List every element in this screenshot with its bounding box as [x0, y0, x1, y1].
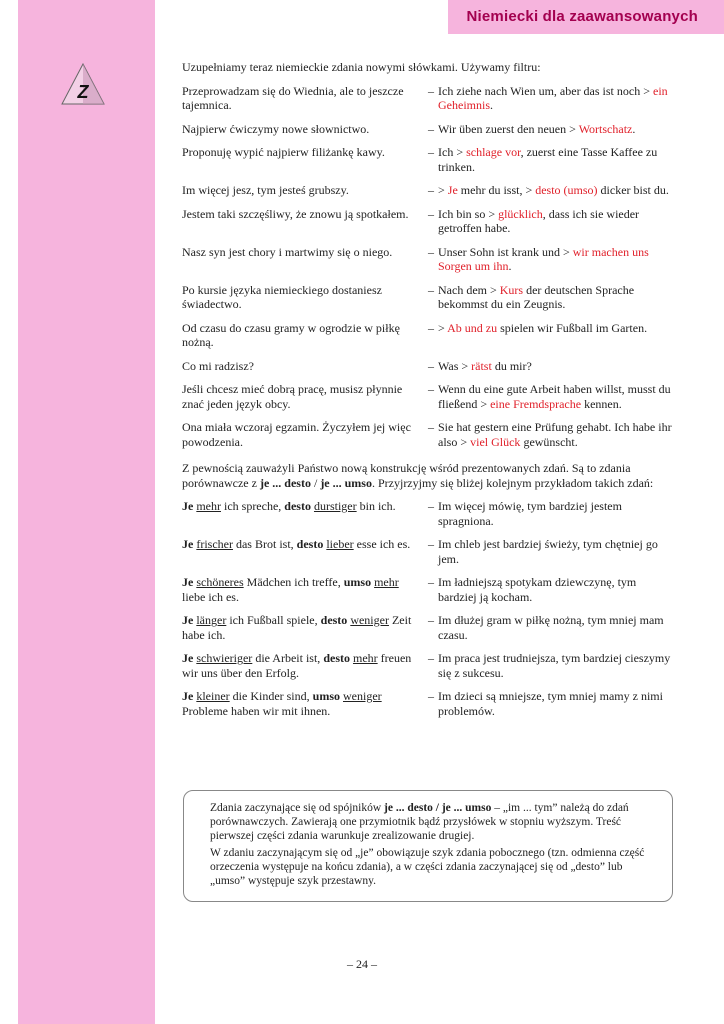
left-sentence: Jestem taki szczęśliwy, że znowu ją spotkałem.: [182, 206, 409, 221]
dash-marker: –: [428, 282, 434, 297]
right-sentence: – Im dzieci są mniejsze, tym mniej mamy z nimi problemów.: [428, 689, 663, 718]
dash-marker: –: [428, 320, 434, 335]
right-sentence: [428, 183, 674, 198]
text-run: die Kinder sind,: [229, 689, 313, 703]
left-sentence: Od czasu do czasu gramy w ogrodzie w piłkę nożną.: [182, 320, 400, 349]
underlined-word: weniger: [343, 689, 382, 703]
text-run: Unser Sohn ist krank und >: [438, 244, 573, 259]
sentence-pair: [182, 183, 674, 198]
text-run: Mädchen ich treffe,: [243, 575, 344, 589]
text-run: esse ich es.: [353, 537, 411, 551]
z-letter: Z: [77, 82, 89, 102]
text-run: – „im ... tym” należą do zdań porównawczych. Zawierają one przymiotnik bądź przysłówek w stopniu wyższym. Treść pierwszej części zdania warunkuje zrealizowanie drugiej.: [210, 802, 629, 842]
sentence-pair: [182, 382, 674, 411]
text-run: Nach dem >: [438, 282, 500, 297]
right-sentence: – Im więcej mówię, tym bardziej jestem spragniona.: [428, 499, 622, 528]
highlighted-word: rätst: [471, 358, 492, 373]
sentence-pair: [182, 537, 674, 566]
text-run: gewünscht.: [520, 434, 578, 449]
dash-marker: –: [428, 689, 434, 703]
right-sentence: – Im chleb jest bardziej świeży, tym chętniej go jem.: [428, 537, 658, 566]
dash-marker: –: [428, 358, 434, 373]
sentence-pair: [182, 122, 674, 137]
left-sentence: Najpierw ćwiczymy nowe słownictwo.: [182, 121, 370, 136]
page-number: – 24 –: [347, 957, 377, 971]
underlined-word: schwieriger: [196, 651, 253, 665]
left-sentence: Przeprowadzam się do Wiednia, ale to jeszcze tajemnica.: [182, 83, 404, 112]
underlined-word: mehr: [196, 499, 221, 513]
highlighted-word: Ab und zu: [447, 320, 498, 335]
left-sentence: [182, 651, 428, 680]
bold-word: je ... desto / je ... umso: [384, 802, 492, 814]
sentence-pair: [182, 84, 674, 113]
highlighted-word: eine Fremdsprache: [490, 396, 582, 411]
left-sentence: Jeśli chcesz mieć dobrą pracę, musisz płynnie znać jeden język obcy.: [182, 382, 403, 411]
text-run: freuen wir uns über den Erfolg.: [182, 651, 412, 680]
right-sentence: [428, 145, 674, 174]
text-run: Was >: [438, 358, 472, 373]
right-sentence: [428, 245, 674, 274]
dash-marker: –: [428, 382, 434, 396]
text-run: Probleme haben wir mit ihnen.: [182, 703, 331, 718]
text-run: kennen.: [581, 396, 622, 411]
dash-marker: –: [428, 420, 434, 434]
dash-marker: –: [428, 183, 434, 197]
bold-word: umso: [343, 575, 372, 589]
dash-marker: –: [428, 575, 434, 589]
underlined-word: kleiner: [196, 689, 230, 703]
text-run: Ich bin so >: [438, 206, 499, 221]
dash-marker: –: [428, 121, 434, 136]
underlined-word: weniger: [350, 613, 389, 627]
text-run: Ich ziehe nach Wien um, aber das ist noch: [438, 83, 644, 98]
left-sentence: [182, 537, 428, 566]
dash-marker: –: [428, 244, 434, 259]
info-paragraph-2: [210, 846, 658, 888]
bold-word: desto: [284, 499, 311, 513]
text-run: .: [632, 121, 636, 136]
sentence-pair: [182, 207, 674, 236]
left-sentence: Nasz syn jest chory i martwimy się o niego.: [182, 244, 393, 259]
highlighted-word: Kurs: [499, 282, 524, 297]
text-run: >: [438, 183, 448, 197]
info-box-text: [210, 801, 658, 888]
info-paragraph-1: [210, 801, 658, 843]
left-sentence: [182, 499, 428, 528]
dash-marker: –: [428, 537, 434, 551]
text-run: spielen wir Fußball im Garten.: [497, 320, 648, 335]
sentence-pair: [182, 613, 674, 642]
left-sentence: [182, 575, 428, 604]
highlighted-word: Je: [447, 183, 458, 197]
underlined-word: länger: [196, 613, 227, 627]
underlined-word: mehr: [352, 651, 378, 665]
right-sentence: [428, 321, 674, 350]
sentence-pair: [182, 283, 674, 312]
text-run: Zeit habe ich.: [182, 613, 412, 642]
left-sentence: [182, 689, 428, 718]
text-run: ich Fußball spiele,: [226, 613, 321, 627]
intro-text: Uzupełniamy teraz niemieckie zdania nowymi słówkami. Używamy filtru:: [182, 60, 541, 74]
text-run: Ich >: [438, 145, 467, 159]
header-band: [448, 0, 724, 34]
bold-word: Je: [182, 575, 194, 589]
highlighted-word: glücklich: [498, 206, 543, 221]
text-run: , zuerst eine Tasse Kaffee zu trinken.: [438, 145, 658, 174]
sentence-pair: [182, 359, 674, 374]
text-run: Zdania zaczynające się od spójników: [210, 802, 385, 814]
left-sentence: [182, 613, 428, 642]
underlined-word: durstiger: [313, 499, 357, 513]
text-run: .: [490, 98, 493, 112]
right-sentence: [428, 207, 674, 236]
bold-word: Je: [182, 689, 194, 703]
sentence-pair: [182, 575, 674, 604]
left-sentence: Proponuję wypić najpierw filiżankę kawy.: [182, 145, 385, 159]
highlighted-word: Wortschatz: [578, 121, 633, 136]
header-title: Niemiecki dla zaawansowanych: [466, 8, 698, 25]
text-run: Wir üben zuerst den neuen >: [438, 121, 579, 136]
dash-marker: –: [428, 651, 434, 665]
left-margin-band: [18, 0, 155, 1024]
bold-word: Je: [182, 651, 194, 665]
bold-word: Je: [182, 499, 194, 513]
main-content: [182, 60, 674, 727]
dash-marker: –: [428, 206, 434, 221]
right-sentence: – Im dłużej gram w piłkę nożną, tym mniej mam czasu.: [428, 613, 664, 642]
right-sentence: [428, 359, 674, 374]
left-sentence: Po kursie języka niemieckiego dostaniesz świadectwo.: [182, 282, 382, 311]
text-run: liebe ich es.: [182, 589, 239, 604]
text-run: >: [438, 320, 448, 335]
highlighted-word: viel Glück: [470, 434, 521, 449]
dash-marker: –: [428, 83, 434, 98]
text-run: .: [508, 259, 512, 273]
text-run: mehr du isst, >: [457, 183, 536, 197]
highlighted-word: schlage vor: [466, 145, 521, 159]
right-sentence: – Im ładniejszą spotykam dziewczynę, tym bardziej ją kocham.: [428, 575, 637, 604]
text-run: du mir?: [491, 358, 532, 373]
left-sentence: Im więcej jesz, tym jesteś grubszy.: [182, 183, 349, 197]
construction-paragraph: [182, 461, 674, 490]
text-run: Wenn du eine gute Arbeit haben willst, musst du fließend >: [438, 382, 671, 411]
text-run: /: [310, 475, 321, 490]
right-sentence: [428, 84, 674, 113]
translation-pairs: [182, 84, 674, 450]
sentence-pair: [182, 420, 674, 449]
sentence-pair: [182, 245, 674, 274]
text-run: Sie hat gestern eine Prüfung gehabt. Ich habe ihr also >: [438, 420, 672, 449]
text-run: der deutschen Sprache bekommst du ein Zeugnis.: [438, 282, 635, 311]
text-run: dicker bist du.: [597, 183, 669, 197]
sentence-pair: [182, 651, 674, 680]
dash-marker: –: [428, 499, 434, 513]
text-run: >: [643, 83, 653, 98]
text-run: ich spreche,: [220, 499, 285, 513]
left-sentence: Ona miała wczoraj egzamin. Życzyłem jej więc powodzenia.: [182, 420, 411, 449]
underlined-word: schöneres: [196, 575, 244, 589]
bold-word: je ... umso: [320, 475, 372, 490]
text-run: das Brot ist,: [232, 537, 297, 551]
highlighted-word: wir machen uns Sorgen um ihn: [438, 244, 649, 273]
text-run: . Przyjrzyjmy się bliżej kolejnym przykładom takich zdań:: [371, 475, 654, 490]
example-pairs: [182, 499, 674, 718]
bold-word: je ... desto: [259, 475, 311, 490]
right-sentence: [428, 420, 674, 449]
text-run: W zdaniu zaczynającym się od „je” obowiązuje szyk zdania pobocznego (tzn. odmienna część orzeczenia występuje na końcu zdania), a w części zdania zaczynającej się od „desto” lub „umso” występuje szyk przestawny.: [210, 847, 645, 887]
text-run: Z pewnością zauważyli Państwo nową konstrukcję wśród prezentowanych zdań. Są to zdania porównawcze z: [182, 461, 631, 490]
sentence-pair: [182, 321, 674, 350]
text-run: , dass ich sie wieder getroffen habe.: [438, 206, 640, 235]
right-sentence: – Im praca jest trudniejsza, tym bardziej cieszymy się z sukcesu.: [428, 651, 671, 680]
left-sentence: Co mi radzisz?: [182, 358, 254, 373]
highlighted-word: desto (umso): [535, 183, 598, 197]
right-sentence: [428, 122, 674, 137]
z-triangle-icon: [60, 62, 106, 106]
underlined-word: lieber: [326, 537, 354, 551]
bold-word: desto: [296, 537, 324, 551]
right-sentence: [428, 382, 674, 411]
bold-word: umso: [312, 689, 340, 703]
bold-word: Je: [182, 537, 194, 551]
text-run: bin ich.: [356, 499, 396, 513]
sentence-pair: [182, 689, 674, 718]
dash-marker: –: [428, 613, 434, 627]
bold-word: Je: [182, 613, 194, 627]
highlighted-word: ein Geheimnis: [438, 83, 668, 112]
sentence-pair: [182, 145, 674, 174]
text-run: die Arbeit ist,: [252, 651, 324, 665]
underlined-word: mehr: [374, 575, 399, 589]
sentence-pair: [182, 499, 674, 528]
dash-marker: –: [428, 145, 434, 159]
bold-word: desto: [320, 613, 348, 627]
underlined-word: frischer: [196, 537, 233, 551]
bold-word: desto: [323, 651, 350, 665]
right-sentence: [428, 283, 674, 312]
